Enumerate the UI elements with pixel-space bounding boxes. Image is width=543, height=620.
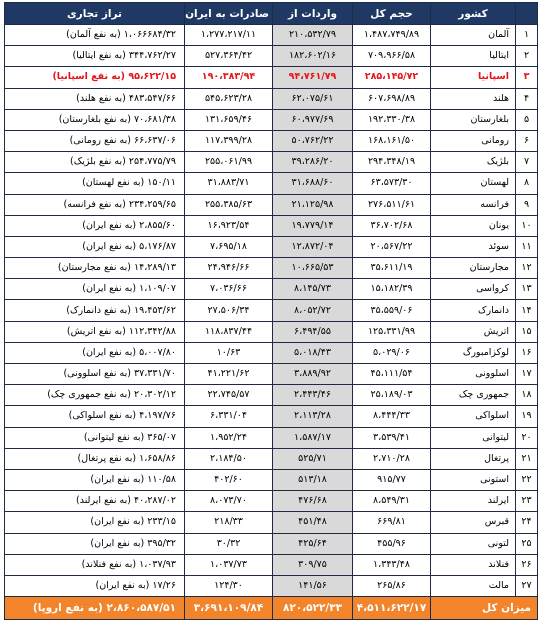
row-imports: ۱،۵۸۷/۱۷ <box>273 427 353 448</box>
row-imports: ۵۱۳/۱۸ <box>273 469 353 490</box>
row-rank: ۲۶ <box>516 554 538 575</box>
row-imports: ۶،۴۹۴/۵۵ <box>273 321 353 342</box>
row-exports: ۱۱۷،۳۹۹/۲۸ <box>185 130 273 151</box>
row-exports: ۱۳۱،۶۵۹/۴۶ <box>185 109 273 130</box>
row-balance: ۲۳۳/۱۵ (به نفع ایران) <box>5 512 185 533</box>
table-row <box>5 491 538 512</box>
row-exports: ۱،۲۷۷،۲۱۷/۱۱ <box>185 25 273 46</box>
row-exports: ۲۴،۹۴۶/۶۶ <box>185 258 273 279</box>
header-rank <box>516 3 538 25</box>
row-country: فرانسه <box>431 194 516 215</box>
row-country: ایرلند <box>431 491 516 512</box>
row-country: هلند <box>431 88 516 109</box>
row-imports: ۱۸۲،۶۰۲/۱۶ <box>273 46 353 67</box>
row-imports: ۸،۱۴۵/۷۳ <box>273 279 353 300</box>
table-header-row <box>5 3 538 25</box>
row-country: لوکزامبورگ <box>431 342 516 363</box>
row-balance: ۴،۱۹۷/۷۶ (به نفع اسلواکی) <box>5 406 185 427</box>
table-row <box>5 215 538 236</box>
row-country: اتریش <box>431 321 516 342</box>
row-imports: ۱۰،۶۶۵/۵۳ <box>273 258 353 279</box>
row-exports: ۲۵۵،۰۶۱/۹۹ <box>185 152 273 173</box>
row-balance: ۳۴۴،۷۶۲/۲۷ (به نفع ایتالیا) <box>5 46 185 67</box>
row-exports: ۴۱،۲۲۱/۶۲ <box>185 364 273 385</box>
table-row <box>5 67 538 88</box>
row-volume: ۲۷۶،۵۱۱/۶۱ <box>353 194 431 215</box>
table-row <box>5 533 538 554</box>
row-imports: ۳۹،۲۸۶/۲۰ <box>273 152 353 173</box>
row-volume: ۲،۷۱۰/۲۸ <box>353 448 431 469</box>
row-imports: ۳۰۹/۷۵ <box>273 554 353 575</box>
row-rank: ۲۱ <box>516 448 538 469</box>
row-rank: ۶ <box>516 130 538 151</box>
table-row <box>5 173 538 194</box>
row-country: اسلوونی <box>431 364 516 385</box>
row-exports: ۱۱۸،۸۳۷/۴۴ <box>185 321 273 342</box>
header-country: کشور <box>431 3 516 25</box>
table-row <box>5 25 538 46</box>
row-balance: ۱،۰۶۶۶۸۴/۳۲ (به نفع آلمان) <box>5 25 185 46</box>
row-imports: ۱۴۱/۵۶ <box>273 575 353 596</box>
table-row <box>5 321 538 342</box>
row-volume: ۱۹۲،۳۳۰/۳۸ <box>353 109 431 130</box>
row-imports: ۶۰،۹۷۷/۶۹ <box>273 109 353 130</box>
row-imports: ۵۰،۷۶۲/۲۲ <box>273 130 353 151</box>
table-row <box>5 236 538 257</box>
row-rank: ۷ <box>516 152 538 173</box>
table-row <box>5 109 538 130</box>
row-exports: ۵۴۵،۶۲۳/۲۸ <box>185 88 273 109</box>
row-balance: ۱۴،۲۸۹/۱۳ (به نفع مجارستان) <box>5 258 185 279</box>
row-country: قبرس <box>431 512 516 533</box>
header-exports: صادرات به ایران <box>185 3 273 25</box>
row-exports: ۱،۹۵۲/۲۴ <box>185 427 273 448</box>
row-volume: ۵،۰۲۹/۰۶ <box>353 342 431 363</box>
row-rank: ۱۰ <box>516 215 538 236</box>
total-imports: ۸۲۰،۵۲۲/۳۳ <box>273 597 353 620</box>
row-balance: ۱،۰۳۷/۹۳ (به نفع فنلاند) <box>5 554 185 575</box>
row-volume: ۲۰،۵۶۷/۲۲ <box>353 236 431 257</box>
row-imports: ۱۹،۷۷۹/۱۴ <box>273 215 353 236</box>
table-row <box>5 258 538 279</box>
row-volume: ۳۵،۵۵۹/۰۶ <box>353 300 431 321</box>
row-balance: ۵،۰۰۷/۸۰ (به نفع ایران) <box>5 342 185 363</box>
row-country: لیتوانی <box>431 427 516 448</box>
row-exports: ۲۵۵،۳۸۵/۶۳ <box>185 194 273 215</box>
header-balance: تراز تجاری <box>5 3 185 25</box>
row-exports: ۱،۰۳۷/۷۳ <box>185 554 273 575</box>
row-exports: ۷،۰۳۶/۶۶ <box>185 279 273 300</box>
row-volume: ۳۶،۷۰۲/۶۸ <box>353 215 431 236</box>
row-rank: ۱۳ <box>516 279 538 300</box>
row-rank: ۲ <box>516 46 538 67</box>
table-body <box>5 25 538 597</box>
row-imports: ۱۲،۸۷۲/۰۴ <box>273 236 353 257</box>
table-row <box>5 512 538 533</box>
row-imports: ۵،۰۱۸/۴۳ <box>273 342 353 363</box>
row-balance: ۵،۱۷۶/۸۷ (به نفع ایران) <box>5 236 185 257</box>
total-label: میزان کل <box>431 597 538 620</box>
row-country: سوئد <box>431 236 516 257</box>
row-country: پرتغال <box>431 448 516 469</box>
table-row <box>5 130 538 151</box>
row-volume: ۳،۵۳۹/۴۱ <box>353 427 431 448</box>
row-country: اسلواکی <box>431 406 516 427</box>
total-exports: ۳،۶۹۱،۱۰۹/۸۴ <box>185 597 273 620</box>
row-rank: ۴ <box>516 88 538 109</box>
row-rank: ۲۳ <box>516 491 538 512</box>
row-volume: ۲۵،۱۸۹/۰۳ <box>353 385 431 406</box>
row-balance: ۲،۸۵۵/۶۰ (به نفع ایران) <box>5 215 185 236</box>
row-balance: ۳۶۵/۰۷ (به نفع لیتوانی) <box>5 427 185 448</box>
row-volume: ۷۰۹،۹۶۶/۵۸ <box>353 46 431 67</box>
table-row <box>5 152 538 173</box>
row-volume: ۳۵،۶۱۱/۱۹ <box>353 258 431 279</box>
row-country: استونی <box>431 469 516 490</box>
row-balance: ۳۷،۳۳۱/۷۰ (به نفع اسلوونی) <box>5 364 185 385</box>
row-volume: ۲۸۵،۱۴۵/۷۲ <box>353 67 431 88</box>
row-country: لتونی <box>431 533 516 554</box>
row-exports: ۵۲۷،۳۶۴/۴۲ <box>185 46 273 67</box>
row-volume: ۱،۳۴۳/۴۸ <box>353 554 431 575</box>
row-balance: ۲۵۴،۷۷۵/۷۹ (به نفع بلژیک) <box>5 152 185 173</box>
row-balance: ۲۳۴،۲۵۹/۶۵ (به نفع فرانسه) <box>5 194 185 215</box>
row-country: لهستان <box>431 173 516 194</box>
row-exports: ۷،۶۹۵/۱۸ <box>185 236 273 257</box>
row-exports: ۳۱،۸۸۳/۷۱ <box>185 173 273 194</box>
row-balance: ۷۰،۶۸۱/۳۸ (به نفع بلغارستان) <box>5 109 185 130</box>
table-row <box>5 406 538 427</box>
table-row <box>5 469 538 490</box>
total-balance: ۲،۸۶۰،۵۸۷/۵۱ (به نفع اروپا) <box>5 597 185 620</box>
row-exports: ۴۰۲/۶۰ <box>185 469 273 490</box>
table-row <box>5 448 538 469</box>
row-rank: ۲۰ <box>516 427 538 448</box>
table-row <box>5 46 538 67</box>
row-imports: ۴۵۱/۴۸ <box>273 512 353 533</box>
row-imports: ۴۷۶/۶۸ <box>273 491 353 512</box>
row-rank: ۱۱ <box>516 236 538 257</box>
row-volume: ۲۹۴،۳۴۸/۱۹ <box>353 152 431 173</box>
row-country: جمهوری چک <box>431 385 516 406</box>
row-volume: ۴۵،۱۱۱/۵۴ <box>353 364 431 385</box>
row-volume: ۹۱۵/۷۷ <box>353 469 431 490</box>
row-balance: ۱۱۲،۳۴۲/۸۸ (به نفع اتریش) <box>5 321 185 342</box>
row-country: اسپانیا <box>431 67 516 88</box>
row-exports: ۳۰/۳۲ <box>185 533 273 554</box>
trade-table-container <box>0 2 543 620</box>
row-balance: ۴۸۳،۵۴۷/۶۶ (به نفع هلند) <box>5 88 185 109</box>
row-country: رومانی <box>431 130 516 151</box>
row-country: بلغارستان <box>431 109 516 130</box>
row-volume: ۸،۵۴۹/۳۱ <box>353 491 431 512</box>
row-imports: ۶۲،۰۷۵/۶۱ <box>273 88 353 109</box>
row-rank: ۵ <box>516 109 538 130</box>
row-volume: ۱،۴۸۷،۷۴۹/۸۹ <box>353 25 431 46</box>
row-balance: ۱۵۰/۱۱ (به نفع لهستان) <box>5 173 185 194</box>
row-exports: ۱۰/۶۳ <box>185 342 273 363</box>
row-country: مالت <box>431 575 516 596</box>
row-volume: ۱۵،۱۸۲/۳۹ <box>353 279 431 300</box>
row-exports: ۲۱۸/۳۳ <box>185 512 273 533</box>
row-imports: ۴۲۵/۶۴ <box>273 533 353 554</box>
table-row <box>5 575 538 596</box>
row-balance: ۱۷/۲۶ (به نفع ایران) <box>5 575 185 596</box>
row-balance: ۹۵،۶۲۲/۱۵ (به نفع اسپانیا) <box>5 67 185 88</box>
header-imports: واردات از <box>273 3 353 25</box>
row-rank: ۱۸ <box>516 385 538 406</box>
row-exports: ۱۲۴/۳۰ <box>185 575 273 596</box>
row-country: کرواسی <box>431 279 516 300</box>
row-rank: ۱۷ <box>516 364 538 385</box>
row-country: ایتالیا <box>431 46 516 67</box>
row-balance: ۱،۱۰۹/۰۷ (به نفع ایران) <box>5 279 185 300</box>
total-row <box>5 597 538 620</box>
row-imports: ۹۴،۷۶۱/۷۹ <box>273 67 353 88</box>
table-row <box>5 279 538 300</box>
row-balance: ۳۹۵/۳۲ (به نفع ایران) <box>5 533 185 554</box>
row-imports: ۵۲۵/۷۱ <box>273 448 353 469</box>
row-imports: ۲۱،۱۲۵/۹۸ <box>273 194 353 215</box>
row-exports: ۲۷،۵۰۶/۳۴ <box>185 300 273 321</box>
row-volume: ۴۵۵/۹۶ <box>353 533 431 554</box>
row-exports: ۲،۱۸۴/۵۰ <box>185 448 273 469</box>
row-balance: ۲۰،۳۰۲/۱۲ (به نفع جمهوری چک) <box>5 385 185 406</box>
row-balance: ۶۶،۶۳۷/۰۶ (به نفع رومانی) <box>5 130 185 151</box>
table-row <box>5 88 538 109</box>
row-country: فنلاند <box>431 554 516 575</box>
row-country: بلژیک <box>431 152 516 173</box>
row-rank: ۱۶ <box>516 342 538 363</box>
row-rank: ۹ <box>516 194 538 215</box>
row-country: دانمارک <box>431 300 516 321</box>
row-imports: ۲۱۰،۵۳۲/۷۹ <box>273 25 353 46</box>
row-rank: ۲۷ <box>516 575 538 596</box>
row-balance: ۱۹،۴۵۳/۶۲ (به نفع دانمارک) <box>5 300 185 321</box>
row-rank: ۸ <box>516 173 538 194</box>
row-imports: ۳،۸۸۹/۹۲ <box>273 364 353 385</box>
row-rank: ۲۲ <box>516 469 538 490</box>
header-volume: حجم کل <box>353 3 431 25</box>
row-balance: ۱۱۰/۵۸ (به نفع ایران) <box>5 469 185 490</box>
table-row <box>5 364 538 385</box>
row-balance: ۴۰،۲۸۷/۰۲ (به نفع ایرلند) <box>5 491 185 512</box>
row-rank: ۳ <box>516 67 538 88</box>
row-imports: ۳۱،۶۸۸/۶۰ <box>273 173 353 194</box>
row-rank: ۲۵ <box>516 533 538 554</box>
row-exports: ۱۶،۹۲۳/۵۴ <box>185 215 273 236</box>
trade-table <box>4 2 538 620</box>
table-row <box>5 385 538 406</box>
table-row <box>5 194 538 215</box>
row-rank: ۱۹ <box>516 406 538 427</box>
row-volume: ۱۲۵،۳۳۱/۹۹ <box>353 321 431 342</box>
row-exports: ۸،۰۷۳/۷۰ <box>185 491 273 512</box>
row-country: مجارستان <box>431 258 516 279</box>
row-volume: ۶۳،۵۷۳/۳۰ <box>353 173 431 194</box>
row-rank: ۲۴ <box>516 512 538 533</box>
table-row <box>5 427 538 448</box>
row-country: یونان <box>431 215 516 236</box>
row-imports: ۲،۱۱۳/۲۸ <box>273 406 353 427</box>
row-exports: ۲۲،۷۴۵/۵۷ <box>185 385 273 406</box>
row-imports: ۲،۴۴۳/۴۶ <box>273 385 353 406</box>
row-volume: ۱۶۸،۱۶۱/۵۰ <box>353 130 431 151</box>
total-volume: ۴،۵۱۱،۶۲۲/۱۷ <box>353 597 431 620</box>
row-rank: ۱۲ <box>516 258 538 279</box>
row-imports: ۸،۰۵۲/۷۲ <box>273 300 353 321</box>
row-rank: ۱۴ <box>516 300 538 321</box>
row-exports: ۶،۳۳۱/۰۴ <box>185 406 273 427</box>
row-volume: ۶۶۹/۸۱ <box>353 512 431 533</box>
row-exports: ۱۹۰،۳۸۳/۹۴ <box>185 67 273 88</box>
row-volume: ۲۶۵/۸۶ <box>353 575 431 596</box>
row-country: آلمان <box>431 25 516 46</box>
row-rank: ۱ <box>516 25 538 46</box>
row-volume: ۸،۴۴۴/۳۳ <box>353 406 431 427</box>
table-row <box>5 342 538 363</box>
table-row <box>5 300 538 321</box>
table-row <box>5 554 538 575</box>
row-balance: ۱،۶۵۸/۸۶ (به نفع پرتغال) <box>5 448 185 469</box>
row-volume: ۶۰۷،۶۹۸/۸۹ <box>353 88 431 109</box>
row-rank: ۱۵ <box>516 321 538 342</box>
